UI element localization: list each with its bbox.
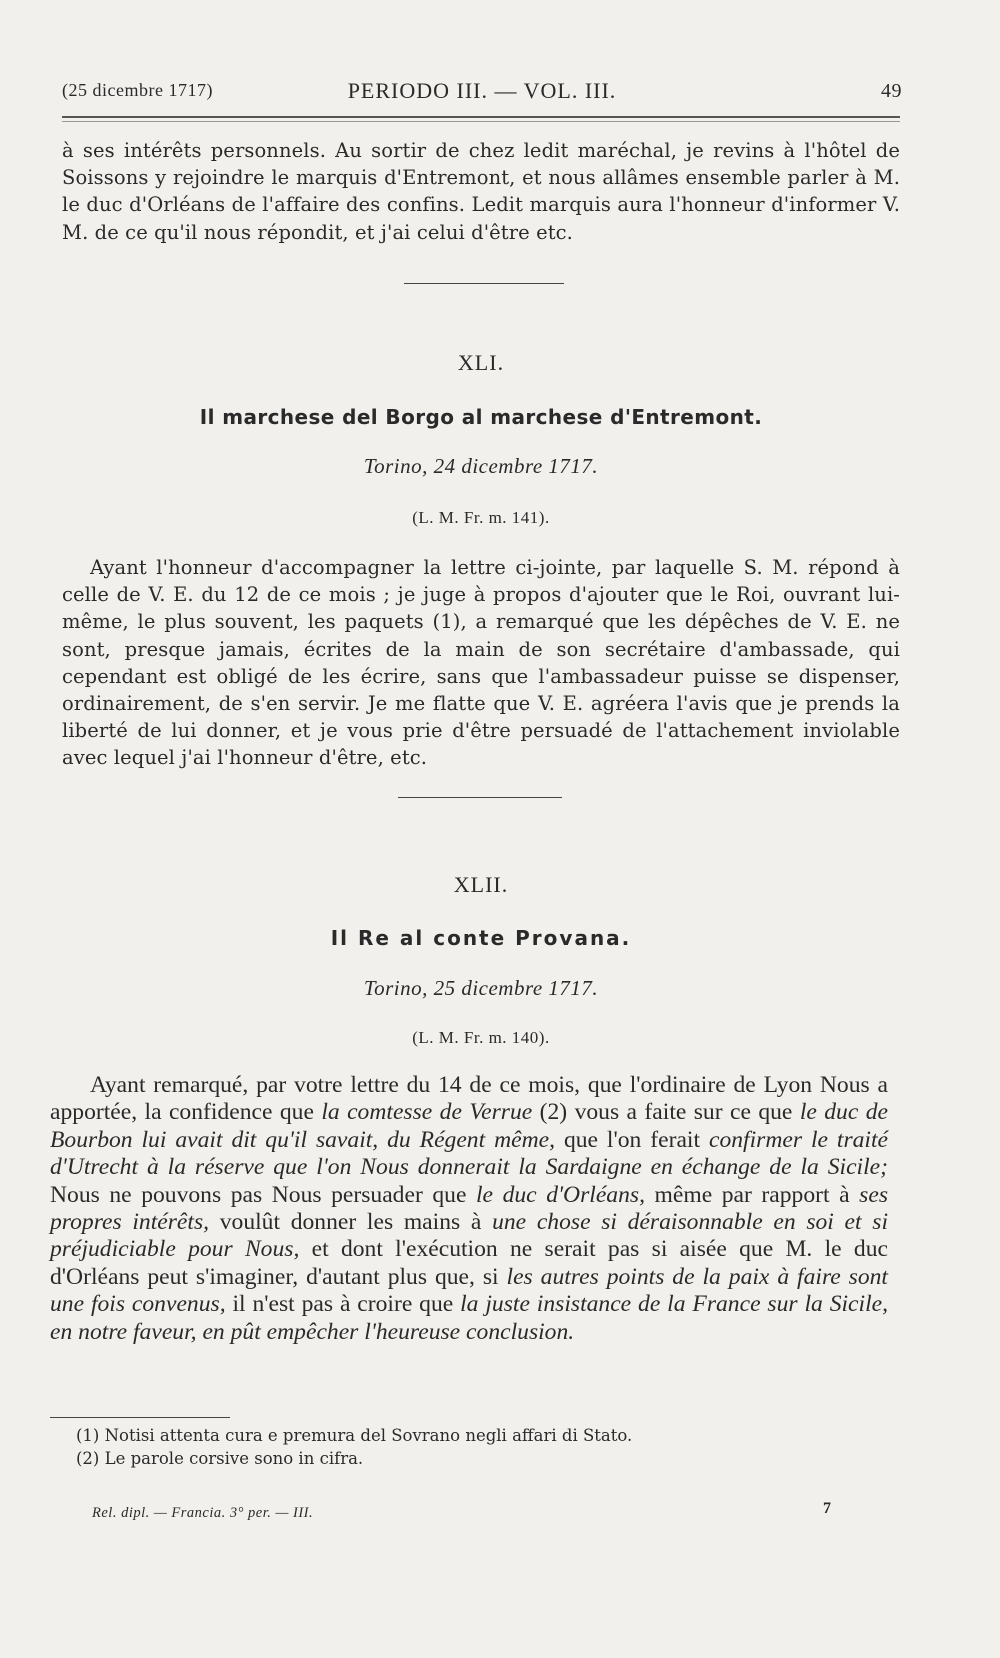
letter-xli-body: Ayant l'honneur d'accompagner la lettre ci-jointe, par laquelle S. M. répond à celle de V. E. du 12 de ce mois ; je juge à propos d'ajouter que le Roi, ouvrant lui-même, le plus souvent, les paquets (1), a remarqué que les dépêches de V. E. ne sont, presque jamais, écrites de la main de son secrétaire d'ambassade, qui cependant est obligé de les écrire, sans que l'ambassadeur puisse se dispenser, ordinairement, de s'en servir. Je me flatte que V. E. agréera l'avis que je prends la liberté de lui donner, et je vous prie d'être persuadé de l'attachement inviolable avec lequel j'ai l'honneur d'être, etc. — [62, 556, 900, 770]
letter-xlii-number: XLII. — [453, 872, 509, 897]
letter-xli-number: XLI. — [457, 350, 505, 375]
letter-xli-dateline: Torino, 24 dicembre 1717. — [363, 454, 599, 478]
header-title: PERIODO III. — VOL. III. — [347, 78, 617, 103]
page-number: 49 — [881, 80, 902, 102]
signature-number: 7 — [823, 1500, 831, 1517]
letter-xlii-dateline: Torino, 25 dicembre 1717. — [363, 976, 599, 1000]
header-rule — [62, 116, 900, 118]
cipher-text: le duc de Bourbon lui avait dit qu'il savait, du Régent même, — [50, 1099, 889, 1153]
signature-line: Rel. dipl. — Francia. 3° per. — III. — [92, 1505, 314, 1521]
opening-paragraph: à ses intérêts personnels. Au sortir de chez ledit maréchal, je revins à l'hôtel de Soissons y rejoindre le marquis d'Entremont, et nous allâmes ensemble parler à M. le duc d'Orléans de l'affaire des confins. Ledit marquis aura l'honneur d'informer V. M. de ce qu'il nous répondit, et j'ai celui d'être etc. — [62, 139, 900, 244]
footnotes — [76, 1424, 896, 1470]
body-text: voulût donner les mains à — [209, 1209, 493, 1236]
body-text: que l'on ferait — [555, 1126, 709, 1153]
body-text: il n'est pas à croire que — [225, 1291, 461, 1318]
letter-xlii-body — [50, 1072, 888, 1346]
body-text: (2) vous a faite sur ce que — [532, 1099, 800, 1126]
section-separator — [398, 797, 562, 798]
body-text: et dont l'exécution ne serait pas si aisée que M. le duc d'Orléans peut s'imaginer, d'autant plus que, si — [50, 1236, 888, 1290]
section-separator — [404, 283, 564, 284]
body-text: Nous ne pouvons pas Nous persuader que — [50, 1181, 476, 1208]
opening-paragraph-block — [62, 137, 900, 246]
letter-xli-body-block — [62, 554, 900, 772]
letter-xli-title: Il marchese del Borgo al marchese d'Entremont. — [199, 405, 763, 429]
cipher-text: ses propres intérêts, — [50, 1181, 889, 1236]
footnote-rule — [50, 1417, 230, 1418]
cipher-text: la comtesse de Verrue — [321, 1099, 533, 1126]
header-date: (25 dicembre 1717) — [62, 80, 213, 100]
letter-xlii-reference: (L. M. Fr. m. 140). — [412, 1028, 550, 1047]
footnote-1: (1) Notisi attenta cura e premura del Sovrano negli affari di Stato. — [76, 1426, 633, 1445]
letter-xlii-title: Il Re al conte Provana. — [330, 926, 632, 950]
letter-xlii-body-block — [50, 1072, 888, 1346]
letter-xli-reference: (L. M. Fr. m. 141). — [412, 508, 550, 527]
cipher-text: une chose si déraisonnable en soi et si préjudiciable pour Nous, — [50, 1209, 889, 1263]
cipher-text: les autres points de la paix à faire sont une fois convenus, — [50, 1263, 888, 1318]
body-text: Ayant remarqué, par votre lettre du 14 de ce mois, que l'ordinaire de Lyon Nous a apportée, la confidence que — [50, 1072, 888, 1126]
footnote-2: (2) Le parole corsive sono in cifra. — [76, 1449, 364, 1468]
cipher-text: confirmer le traité d'Utrecht à la réserve que l'on Nous donnerait la Sardaigne en échange de la Sicile; — [50, 1126, 889, 1181]
cipher-text: la juste insistance de la France sur la Sicile, en notre faveur, en pût empêcher l'heureuse conclusion. — [50, 1291, 888, 1345]
cipher-text: le duc d'Orléans, — [476, 1181, 645, 1208]
running-header — [62, 78, 902, 108]
header-rule-thin — [62, 121, 900, 122]
body-text: même par rapport à — [644, 1181, 860, 1208]
